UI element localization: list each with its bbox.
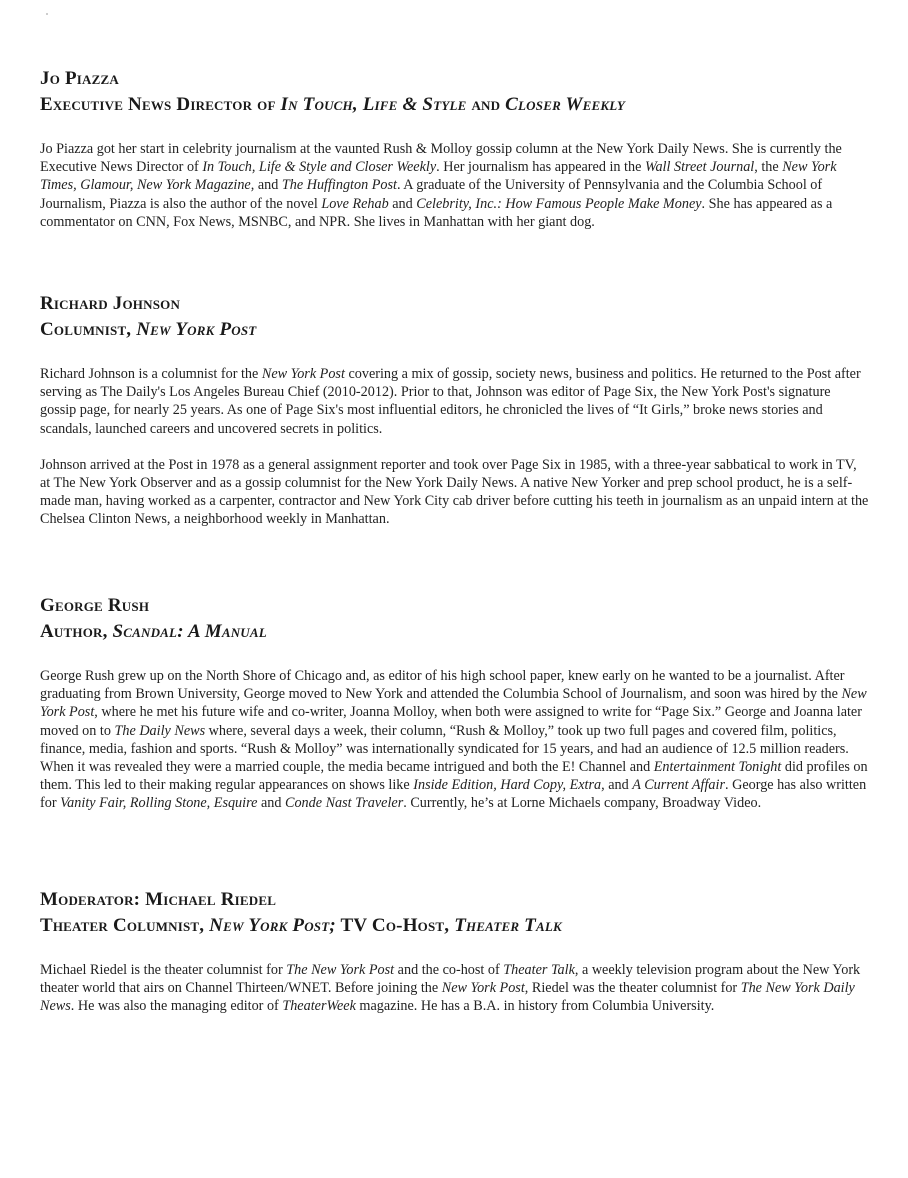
bio-paragraph: Michael Riedel is the theater columnist for The New York Post and the co-host of Theater Talk, a weekly television program about the New York theater world that airs on Channel Thirteen/WNET. Before joining the New York Post, Riedel was the theater columnist for The New York Daily News. He was also the managing editor of TheaterWeek magazine. He has a B.A. in history from Columbia University. <box>40 962 861 1015</box>
scan-speck <box>46 13 48 15</box>
bio-paragraph: Jo Piazza got her start in celebrity journalism at the vaunted Rush & Molloy gossip column at the New York Daily News. She is currently the Executive News Director of In Touch, Life & Style and Closer Weekly. Her journalism has appeared in the Wall Street Journal, the New York Times, Glamour, New York Magazine, and The Huffington Post. A graduate of the University of Pennsylvania and the Columbia School of Journalism, Piazza is also the author of the novel Love Rehab and Celebrity, Inc.: How Famous People Make Money. She has appeared as a commentator on CNN, Fox News, MSNBC, and NPR. She lives in Manhattan with her giant dog. <box>40 141 842 230</box>
bio-title: Columnist, New York Post <box>40 319 257 340</box>
bio-section-jo-piazza <box>40 66 870 231</box>
bio-paragraph: Richard Johnson is a columnist for the New York Post covering a mix of gossip, society news, business and politics. He returned to the Post after serving as The Daily's Los Angeles Bureau Chief (2010-2012). Prior to that, Johnson was editor of Page Six, the New York Post's signature gossip page, for nearly 25 years. As one of Page Six's most influential editors, he chronicled the lives of “It Girls,” broke news stories and scandals, launched careers and uncovered secrets in politics. <box>40 366 861 437</box>
bio-section-richard-johnson <box>40 291 870 529</box>
bio-name: Moderator: Michael Riedel <box>40 889 277 910</box>
bio-paragraph: George Rush grew up on the North Shore of Chicago and, as editor of his high school paper, knew early on he wanted to be a journalist. After graduating from Brown University, George moved to New York and attended the Columbia School of Journalism, and soon was hired by the New York Post, where he met his future wife and co-writer, Joanna Molloy, when both were assigned to write for “Page Six.” George and Joanna later moved on to The Daily News where, several days a week, their column, “Rush & Molloy,” took up two full pages and covered film, politics, finance, media, fashion and sports. “Rush & Molloy” was internationally syndicated for 15 years, and had an audience of 12.5 million readers. When it was revealed they were a married couple, the media became intrigued and both the E! Channel and Entertainment Tonight did profiles on them. This led to their making regular appearances on shows like Inside Edition, Hard Copy, Extra, and A Current Affair. George has also written for Vanity Fair, Rolling Stone, Esquire and Conde Nast Traveler. Currently, he’s at Lorne Michaels company, Broadway Video. <box>40 668 868 812</box>
bio-section-michael-riedel <box>40 887 870 1016</box>
bio-name: George Rush <box>40 595 150 616</box>
bio-name: Jo Piazza <box>40 68 119 89</box>
bio-title: Executive News Director of In Touch, Life & Style and Closer Weekly <box>40 94 626 115</box>
bio-section-george-rush <box>40 593 870 813</box>
bio-title: Author, Scandal: A Manual <box>40 621 267 642</box>
bio-paragraph: Johnson arrived at the Post in 1978 as a general assignment reporter and took over Page Six in 1985, with a three-year sabbatical to work in TV, at The New York Observer and as a gossip columnist for the New York Daily News. A native New Yorker and prep school product, he is a self-made man, having worked as a carpenter, contractor and New York City cab driver before cutting his teeth in journalism as an unpaid intern at the Chelsea Clinton News, a neighborhood weekly in Manhattan. <box>40 456 869 528</box>
bio-title: Theater Columnist, New York Post; TV Co-Host, Theater Talk <box>40 915 562 936</box>
bio-name: Richard Johnson <box>40 293 181 314</box>
